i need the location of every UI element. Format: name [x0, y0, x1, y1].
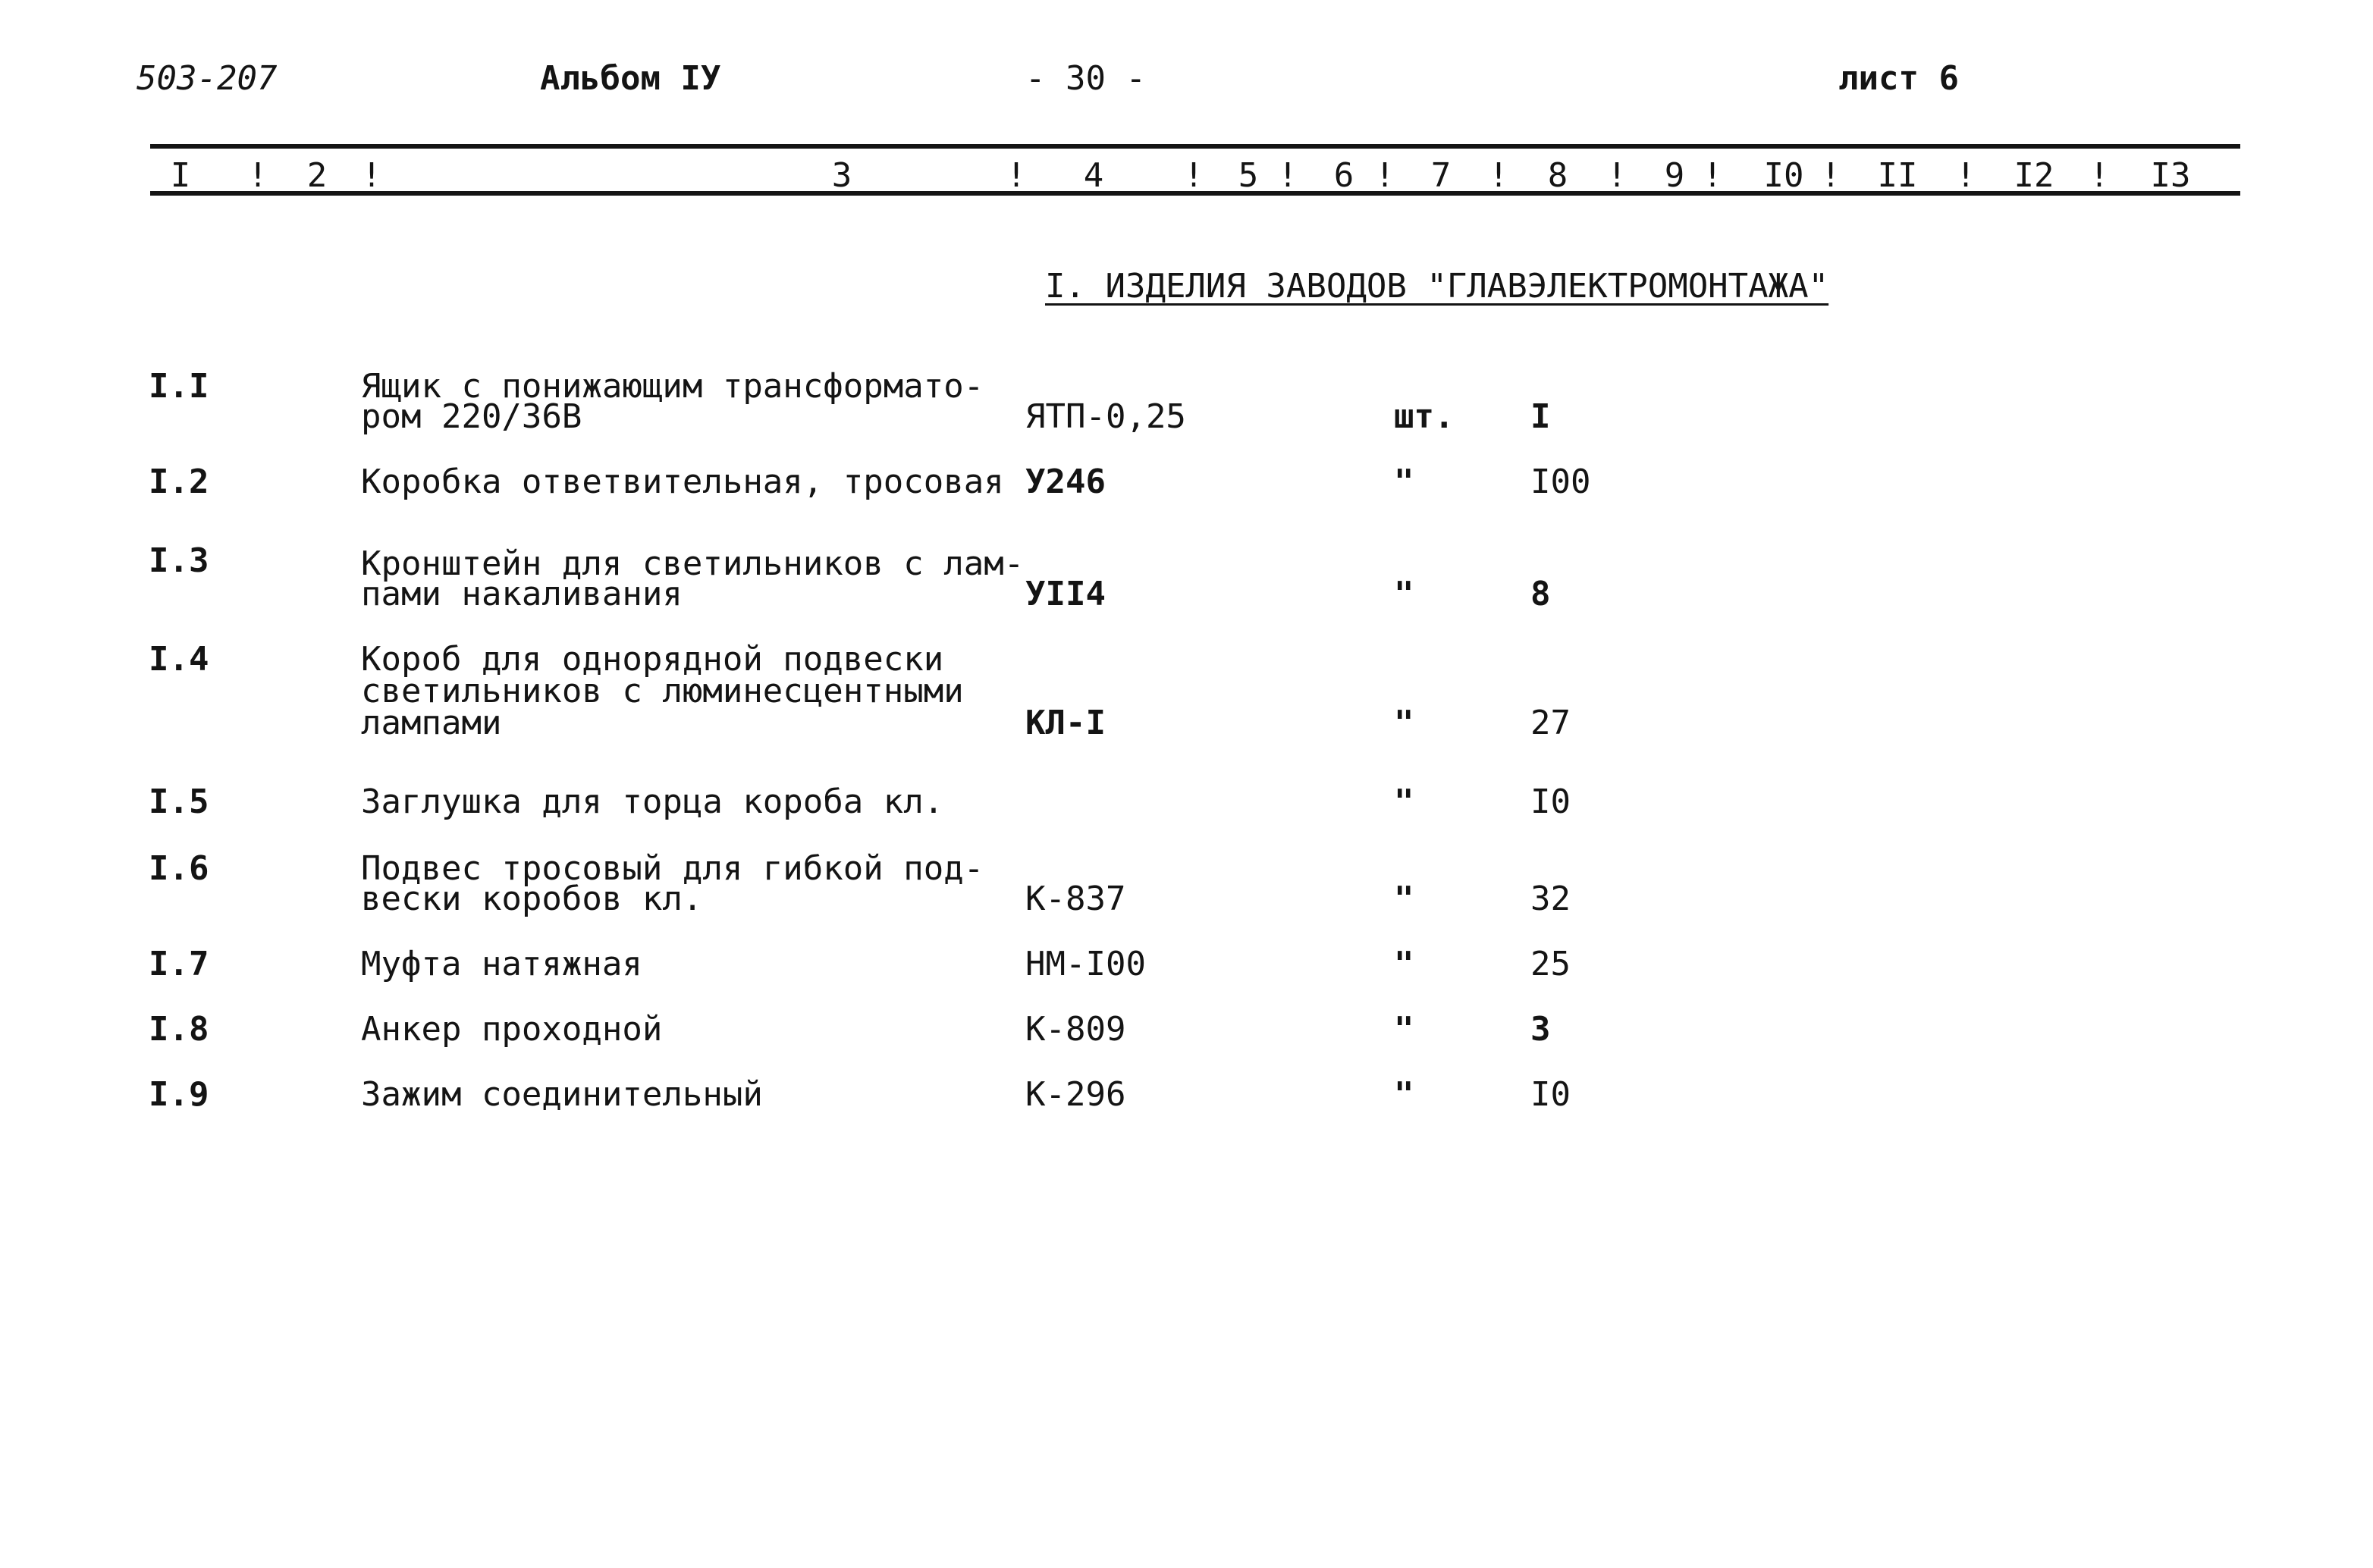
- item-unit: ": [1394, 1010, 1414, 1049]
- item-unit: ": [1394, 782, 1414, 821]
- item-quantity: I: [1530, 397, 1551, 436]
- column-separator: !: [1488, 156, 1509, 195]
- item-unit: ": [1394, 704, 1414, 742]
- column-number-12: I2: [2014, 156, 2054, 195]
- row-number: I.8: [149, 1010, 209, 1049]
- item-mark: К-809: [1025, 1010, 1126, 1049]
- item-quantity: 32: [1530, 880, 1571, 918]
- section-title: I. ИЗДЕЛИЯ ЗАВОДОВ "ГЛАВЭЛЕКТРОМОНТАЖА": [1045, 267, 1829, 306]
- column-number-13: I3: [2150, 156, 2191, 195]
- top-rule: [150, 144, 2240, 149]
- item-unit: ": [1394, 463, 1414, 501]
- item-name-line: лампами: [361, 704, 502, 742]
- column-separator: !: [1820, 156, 1841, 195]
- row-number: I.6: [149, 849, 209, 888]
- item-quantity: 8: [1530, 575, 1551, 613]
- item-quantity: 25: [1530, 945, 1571, 983]
- column-number-8: 8: [1547, 156, 1568, 195]
- item-name-line: Муфта натяжная: [361, 945, 642, 983]
- document-code: 503-207: [137, 59, 278, 98]
- row-number: I.2: [149, 463, 209, 501]
- item-name-line: Коробка ответвительная, тросовая: [361, 463, 1004, 501]
- column-separator: !: [1277, 156, 1298, 195]
- column-separator: !: [2089, 156, 2110, 195]
- item-mark: К-837: [1025, 880, 1126, 918]
- column-number-4: 4: [1083, 156, 1104, 195]
- column-separator: !: [1955, 156, 1976, 195]
- item-mark: У246: [1025, 463, 1106, 501]
- row-number: I.3: [149, 541, 209, 580]
- row-number: I.5: [149, 782, 209, 821]
- row-number: I.7: [149, 945, 209, 983]
- item-unit: ": [1394, 575, 1414, 613]
- column-separator: !: [247, 156, 268, 195]
- column-number-9: 9: [1664, 156, 1685, 195]
- row-number: I.9: [149, 1075, 209, 1114]
- item-name-line: вески коробов кл.: [361, 880, 703, 918]
- column-number-6: 6: [1333, 156, 1354, 195]
- album-label: Альбом IУ: [540, 59, 721, 98]
- row-number: I.4: [149, 640, 209, 679]
- column-number-11: II: [1877, 156, 1918, 195]
- item-name-line: Подвес тросовый для гибкой под-: [361, 849, 984, 888]
- column-separator: !: [1006, 156, 1027, 195]
- column-separator: !: [1183, 156, 1204, 195]
- item-unit: ": [1394, 945, 1414, 983]
- column-number-2: 2: [306, 156, 328, 195]
- column-separator: !: [1606, 156, 1628, 195]
- sheet-label: лист 6: [1838, 59, 1959, 98]
- item-mark: КЛ-I: [1025, 704, 1106, 742]
- row-number: I.I: [149, 367, 209, 406]
- item-unit: шт.: [1394, 397, 1455, 436]
- item-unit: ": [1394, 1075, 1414, 1114]
- item-mark: УII4: [1025, 575, 1106, 613]
- column-number-3: 3: [831, 156, 852, 195]
- column-separator: !: [1374, 156, 1395, 195]
- item-quantity: I0: [1530, 1075, 1571, 1114]
- item-name-line: Заглушка для торца короба кл.: [361, 782, 944, 821]
- item-mark: К-296: [1025, 1075, 1126, 1114]
- column-separator: !: [361, 156, 382, 195]
- column-number-10: I0: [1763, 156, 1804, 195]
- item-quantity: 27: [1530, 704, 1571, 742]
- item-name-line: Анкер проходной: [361, 1010, 663, 1049]
- item-name-line: светильников с люминесцентными: [361, 672, 964, 710]
- item-quantity: I0: [1530, 782, 1571, 821]
- item-name-line: ром 220/36В: [361, 397, 582, 436]
- item-quantity: I00: [1530, 463, 1591, 501]
- column-number-5: 5: [1238, 156, 1259, 195]
- page-number: - 30 -: [1025, 59, 1146, 98]
- item-mark: ЯТП-0,25: [1025, 397, 1186, 436]
- item-name-line: пами накаливания: [361, 575, 683, 613]
- item-name-line: Короб для однорядной подвески: [361, 640, 944, 679]
- item-unit: ": [1394, 880, 1414, 918]
- item-name-line: Ящик с понижающим трансформато-: [361, 367, 984, 406]
- item-quantity: 3: [1530, 1010, 1551, 1049]
- column-number-7: 7: [1430, 156, 1452, 195]
- item-name-line: Зажим соединительный: [361, 1075, 763, 1114]
- column-number-1: I: [170, 156, 191, 195]
- item-mark: НМ-I00: [1025, 945, 1146, 983]
- column-separator: !: [1702, 156, 1723, 195]
- item-name-line: Кронштейн для светильников с лам-: [361, 544, 1025, 583]
